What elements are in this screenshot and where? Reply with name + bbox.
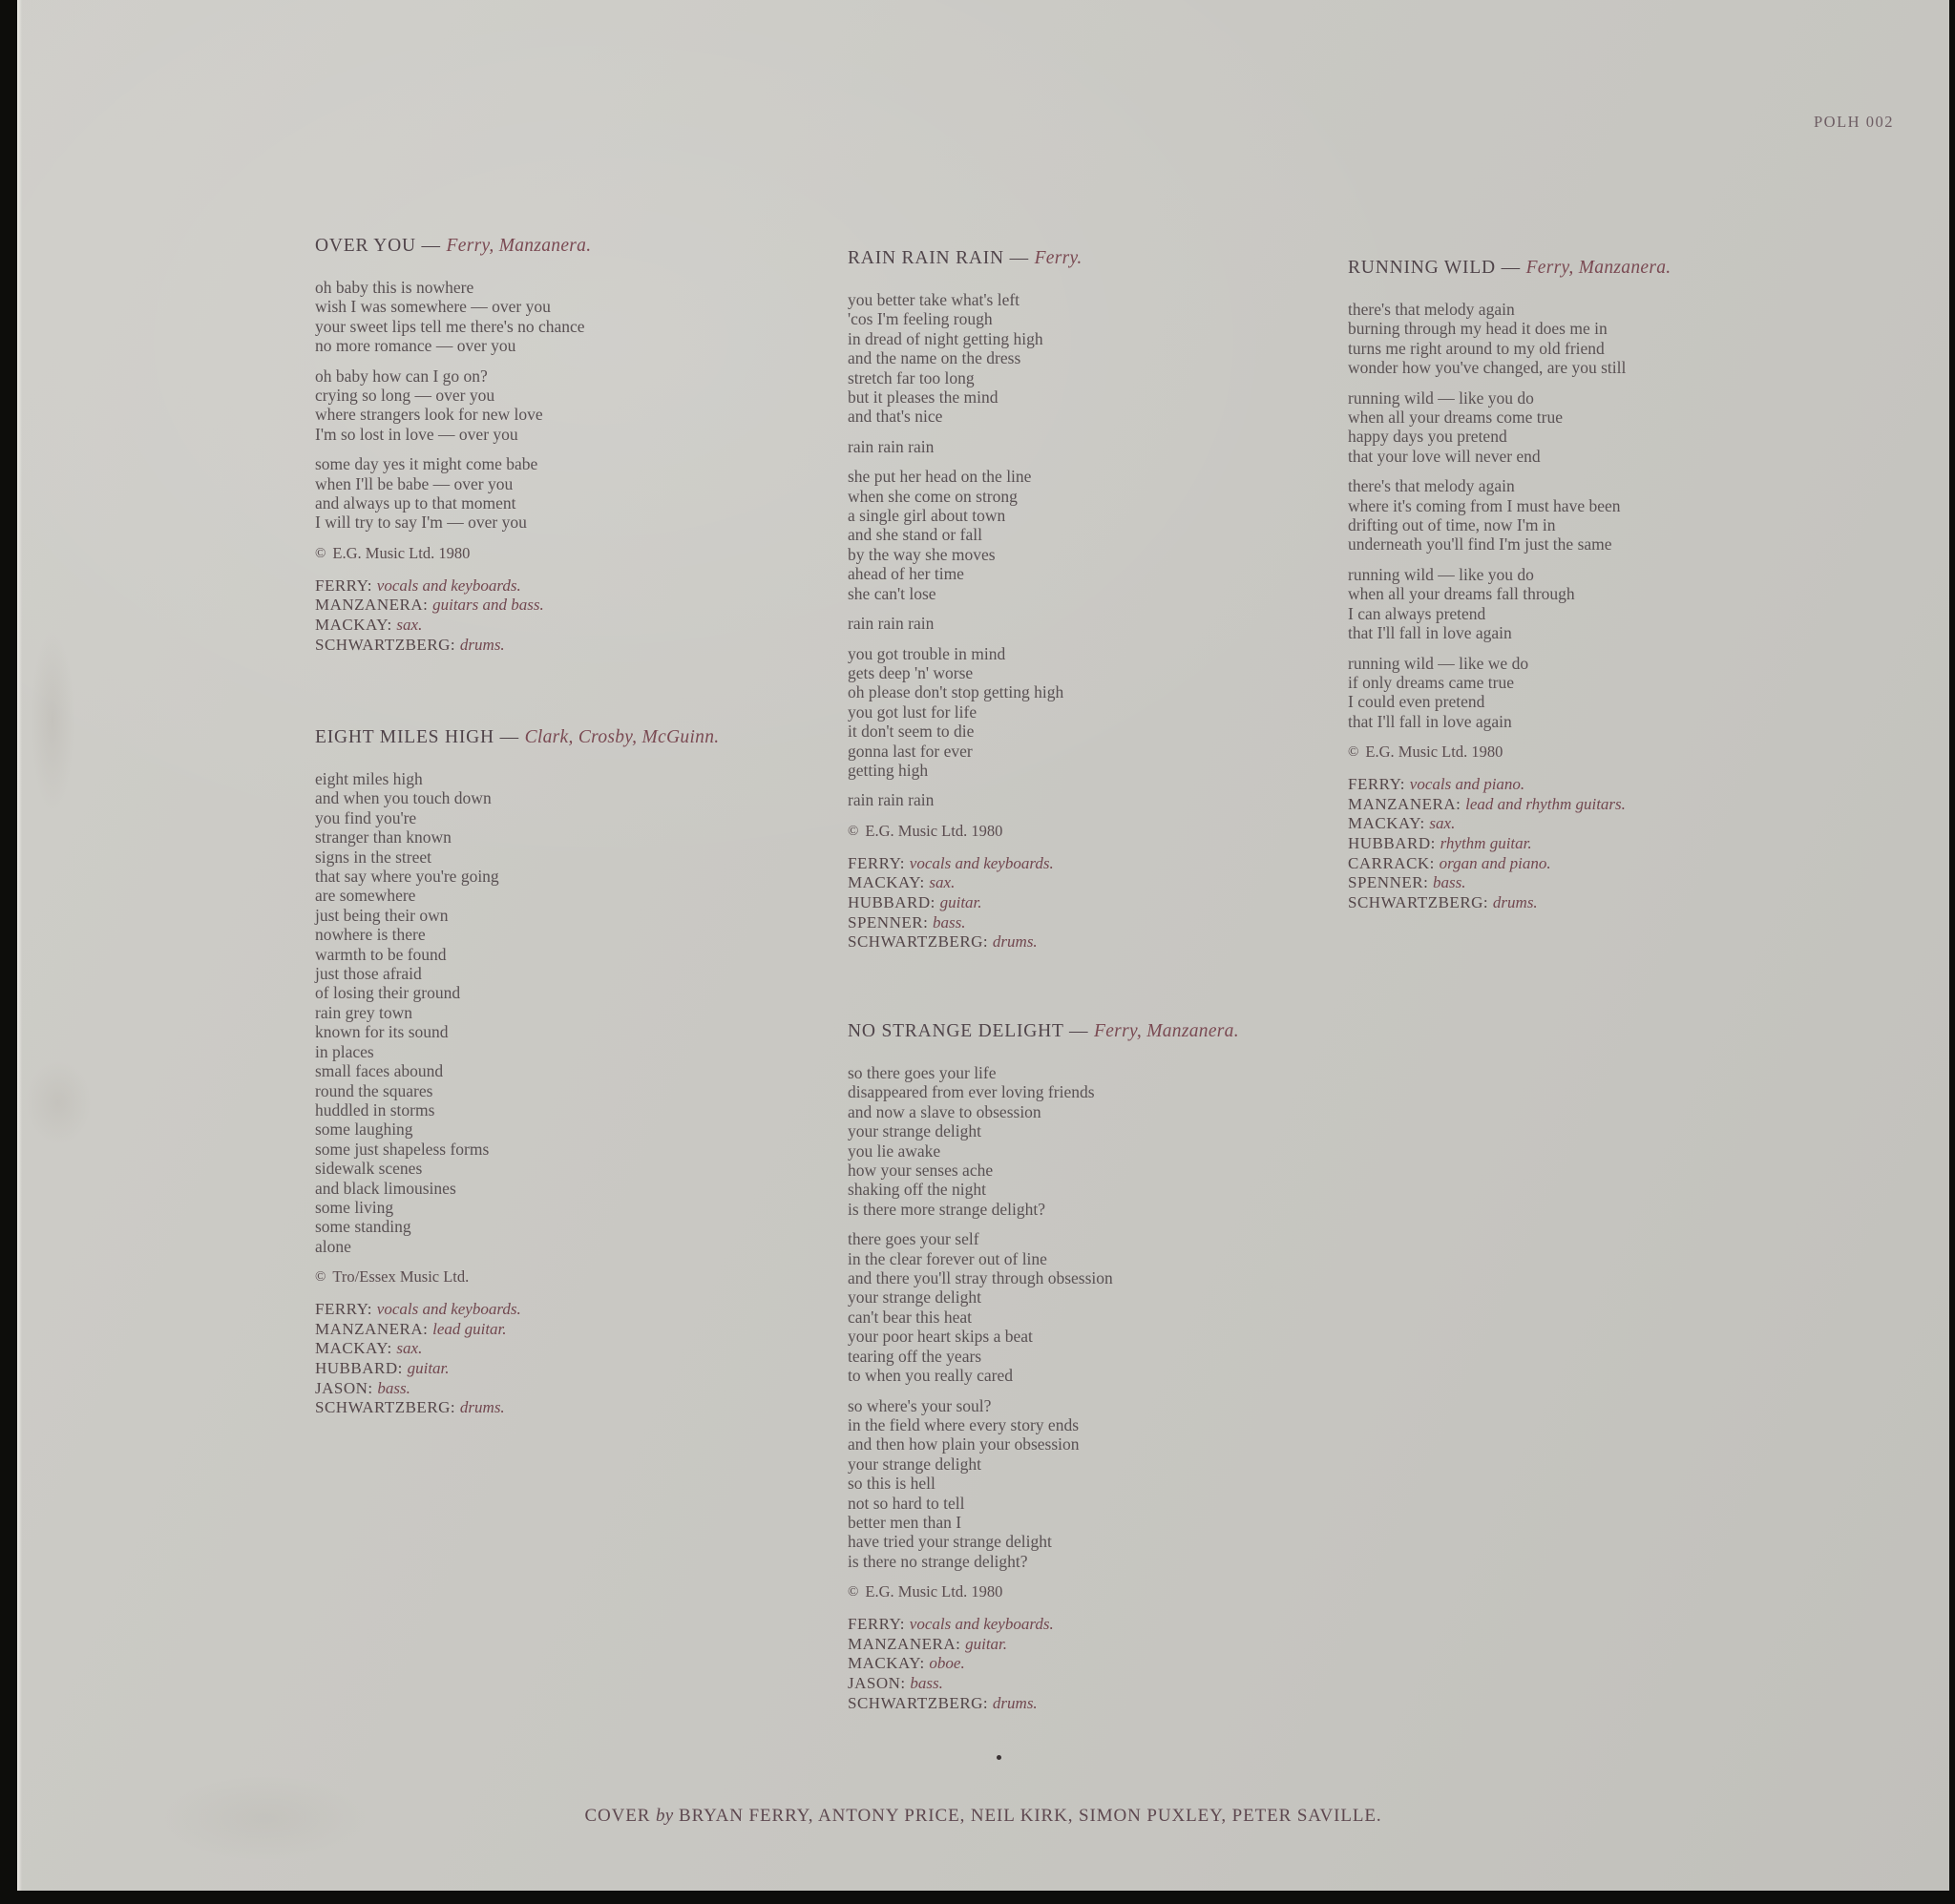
lyric-line: round the squares xyxy=(315,1080,433,1100)
song-title xyxy=(848,246,1354,271)
credit-line xyxy=(848,1615,1354,1635)
credit-role: sax. xyxy=(396,616,423,635)
credit-name: MACKAY: xyxy=(848,1654,930,1673)
lyric-line: and now a slave to obsession xyxy=(848,1101,1041,1121)
paper-smudge xyxy=(31,630,74,811)
lyric-line: when she come on strong xyxy=(848,486,1018,506)
lyric-stanza xyxy=(848,614,1354,633)
credit-name: MACKAY: xyxy=(315,616,397,635)
lyric-line: running wild — like you do xyxy=(1348,564,1534,584)
credit-line xyxy=(848,1654,1354,1674)
credit-role: sax. xyxy=(396,1339,423,1358)
credit-line xyxy=(315,1398,821,1418)
cover-credit-by: by xyxy=(656,1806,674,1826)
lyric-line: when all your dreams come true xyxy=(1348,408,1563,428)
credit-name: SCHWARTZBERG: xyxy=(315,1398,460,1417)
credit-line xyxy=(848,1674,1354,1694)
lyric-line: you lie awake xyxy=(848,1140,941,1161)
copyright-text: E.G. Music Ltd. 1980 xyxy=(865,1582,1003,1601)
lyric-stanza xyxy=(315,454,821,533)
copyright-icon: © xyxy=(848,1584,859,1601)
lyric-line: wonder how you've changed, are you still xyxy=(1348,358,1627,378)
lyric-line: shaking off the night xyxy=(848,1180,987,1200)
song-title-text: EIGHT MILES HIGH — xyxy=(315,727,525,747)
credits-list xyxy=(315,576,821,655)
credits-list xyxy=(1348,775,1854,912)
lyric-line: ahead of her time xyxy=(848,564,964,584)
lyric-line: I could even pretend xyxy=(1348,692,1485,712)
credit-name: SCHWARTZBERG: xyxy=(315,635,460,654)
lyric-stanza xyxy=(848,644,1354,781)
lyric-line: underneath you'll find I'm just the same xyxy=(1348,534,1612,554)
song-title xyxy=(315,234,821,259)
credit-role: guitar. xyxy=(407,1358,450,1377)
lyric-line: small faces abound xyxy=(315,1061,444,1081)
lyric-line: running wild — like you do xyxy=(1348,387,1534,408)
credit-line xyxy=(315,616,821,636)
lyric-line: tearing off the years xyxy=(848,1346,982,1366)
print-dot xyxy=(997,1755,1001,1760)
lyric-line: not so hard to tell xyxy=(848,1493,965,1513)
credit-role: vocals and keyboards. xyxy=(909,853,1054,872)
lyric-line: but it pleases the mind xyxy=(848,387,999,408)
lyric-line: that I'll fall in love again xyxy=(1348,623,1512,643)
lyric-line: you got trouble in mind xyxy=(848,643,1006,663)
lyric-stanza xyxy=(848,1229,1354,1385)
lyric-line: there's that melody again xyxy=(1348,300,1515,319)
lyric-line: that say where you're going xyxy=(315,867,499,887)
credit-line xyxy=(315,636,821,656)
lyric-line: that I'll fall in love again xyxy=(1348,711,1512,731)
lyric-line: some standing xyxy=(315,1217,411,1237)
credit-role: bass. xyxy=(377,1378,410,1397)
copyright-line xyxy=(1348,742,1854,762)
lyric-line: oh please don't stop getting high xyxy=(848,682,1064,702)
credit-role: organ and piano. xyxy=(1439,853,1551,872)
lyric-line: gonna last for ever xyxy=(848,741,973,761)
lyric-line: so where's your soul? xyxy=(848,1395,992,1415)
lyric-line: you got lust for life xyxy=(848,701,978,722)
credit-name: FERRY: xyxy=(1348,775,1410,794)
credit-name: MACKAY: xyxy=(315,1339,397,1358)
credit-line xyxy=(315,1300,821,1320)
lyric-line: it don't seem to die xyxy=(848,722,975,742)
song-section-no-strange-delight xyxy=(848,1019,1354,1713)
lyric-line: some laughing xyxy=(315,1119,413,1140)
credits-list xyxy=(848,854,1354,952)
lyric-line: of losing their ground xyxy=(315,983,461,1003)
lyric-line: happy days you pretend xyxy=(1348,427,1507,447)
lyric-line: rain grey town xyxy=(315,1002,413,1022)
cover-credit-label: COVER xyxy=(584,1806,651,1826)
lyric-line: where strangers look for new love xyxy=(315,405,543,425)
lyric-stanza xyxy=(315,366,821,445)
credits-list xyxy=(315,1300,821,1418)
lyric-line: and that's nice xyxy=(848,407,943,427)
lyric-line: nowhere is there xyxy=(315,925,426,945)
lyric-line: and she stand or fall xyxy=(848,525,982,545)
credit-line xyxy=(1348,854,1854,874)
lyric-line: by the way she moves xyxy=(848,544,996,564)
lyric-line: huddled in storms xyxy=(315,1099,435,1119)
lyric-stanza xyxy=(848,1063,1354,1219)
credit-line xyxy=(1348,834,1854,854)
lyric-line: so there goes your life xyxy=(848,1063,997,1082)
credit-role: vocals and keyboards. xyxy=(909,1615,1054,1634)
lyric-line: sidewalk scenes xyxy=(315,1159,423,1179)
lyric-line: signs in the street xyxy=(315,847,431,867)
lyric-line: you better take what's left xyxy=(848,290,1020,309)
copyright-text: Tro/Essex Music Ltd. xyxy=(332,1267,470,1287)
lyric-line: just those afraid xyxy=(315,964,422,984)
lyric-line: oh baby how can I go on? xyxy=(315,366,488,386)
lyric-line: she can't lose xyxy=(848,583,936,603)
lyric-line: and then how plain your obsession xyxy=(848,1434,1080,1454)
credit-line xyxy=(1348,775,1854,795)
credit-name: SPENNER: xyxy=(1348,873,1434,892)
lyric-stanza xyxy=(1348,654,1854,732)
copyright-icon: © xyxy=(315,545,326,561)
lyric-line: no more romance — over you xyxy=(315,336,516,356)
lyric-stanza xyxy=(315,769,821,1256)
lyric-line: alone xyxy=(315,1236,351,1256)
lyric-line: and always up to that moment xyxy=(315,493,516,513)
lyric-line: warmth to be found xyxy=(315,944,447,964)
lyric-line: in places xyxy=(315,1041,374,1061)
credit-role: drums. xyxy=(992,932,1038,952)
lyric-stanza xyxy=(1348,476,1854,554)
credit-line xyxy=(1348,893,1854,913)
lyric-line: is there more strange delight? xyxy=(848,1199,1046,1219)
lyric-line: drifting out of time, now I'm in xyxy=(1348,515,1556,535)
lyric-line: how your senses ache xyxy=(848,1161,994,1181)
lyric-line: some living xyxy=(315,1197,394,1217)
credit-line xyxy=(848,893,1354,913)
credit-role: bass. xyxy=(1433,873,1466,892)
credit-name: SCHWARTZBERG: xyxy=(848,1693,993,1712)
lyric-line: in the field where every story ends xyxy=(848,1414,1080,1434)
copyright-text: E.G. Music Ltd. 1980 xyxy=(332,543,471,562)
lyric-line: I'm so lost in love — over you xyxy=(315,424,518,444)
credit-role: drums. xyxy=(992,1693,1038,1712)
paper-smudge xyxy=(25,1059,92,1145)
credit-line xyxy=(315,596,821,616)
credit-name: CARRACK: xyxy=(1348,853,1440,872)
lyric-line: a single girl about town xyxy=(848,506,1006,526)
credit-name: FERRY: xyxy=(315,1300,377,1319)
song-title xyxy=(848,1019,1354,1044)
lyric-line: running wild — like we do xyxy=(1348,653,1529,673)
lyric-line: oh baby this is nowhere xyxy=(315,278,474,297)
credit-name: MACKAY: xyxy=(848,873,930,892)
lyric-line: rain rain rain xyxy=(848,436,935,456)
lyric-line: are somewhere xyxy=(315,886,416,906)
credit-line xyxy=(848,1635,1354,1655)
lyric-line: is there no strange delight? xyxy=(848,1551,1028,1571)
credit-role: vocals and keyboards. xyxy=(376,575,521,595)
lyric-line: just being their own xyxy=(315,905,449,925)
credit-role: drums. xyxy=(459,1398,505,1417)
lyric-line: rain rain rain xyxy=(848,790,935,810)
credit-name: MANZANERA: xyxy=(315,1319,433,1338)
song-title-text: RUNNING WILD — xyxy=(1348,258,1526,278)
credit-role: rhythm guitar. xyxy=(1440,833,1532,852)
credit-line xyxy=(848,873,1354,893)
lyric-line: some day yes it might come babe xyxy=(315,454,538,474)
lyric-stanza xyxy=(848,467,1354,603)
song-writers: Clark, Crosby, McGuinn. xyxy=(524,727,720,747)
credit-role: guitar. xyxy=(965,1634,1008,1653)
song-writers: Ferry, Manzanera. xyxy=(1094,1021,1239,1041)
copyright-text: E.G. Music Ltd. 1980 xyxy=(1365,743,1503,762)
song-section-eight-miles-high xyxy=(315,725,821,1418)
lyric-line: so this is hell xyxy=(848,1474,935,1494)
copyright-icon: © xyxy=(315,1269,326,1286)
lyric-line: turns me right around to my old friend xyxy=(1348,338,1605,358)
lyric-line: if only dreams came true xyxy=(1348,672,1514,692)
lyric-stanza xyxy=(1348,388,1854,467)
song-title-text: OVER YOU — xyxy=(315,236,447,256)
sleeve-edge-highlight xyxy=(17,0,22,1891)
credit-role: drums. xyxy=(459,635,505,654)
lyric-line: there's that melody again xyxy=(1348,476,1515,496)
lyric-line: in dread of night getting high xyxy=(848,328,1043,348)
credit-name: MANZANERA: xyxy=(315,596,433,615)
lyric-line: and there you'll stray through obsession xyxy=(848,1268,1113,1288)
song-writers: Ferry, Manzanera. xyxy=(446,236,592,256)
lyric-line: and the name on the dress xyxy=(848,348,1021,368)
lyric-line: your strange delight xyxy=(848,1121,981,1141)
song-section-over-you xyxy=(315,234,821,655)
lyric-line: stranger than known xyxy=(315,827,452,847)
lyric-line: wish I was somewhere — over you xyxy=(315,297,551,317)
credit-line xyxy=(315,1320,821,1340)
lyric-line: better men than I xyxy=(848,1512,962,1532)
lyric-line: some just shapeless forms xyxy=(315,1139,490,1159)
lyric-stanza xyxy=(848,790,1354,809)
credit-line xyxy=(848,1694,1354,1714)
credit-name: FERRY: xyxy=(315,575,377,595)
lyric-line: when I'll be babe — over you xyxy=(315,473,514,493)
credit-line xyxy=(315,1359,821,1379)
lyric-line: rain rain rain xyxy=(848,614,935,634)
credit-role: oboe. xyxy=(929,1654,965,1673)
credit-role: bass. xyxy=(933,912,966,931)
credit-name: SPENNER: xyxy=(848,912,934,931)
lyric-line: your sweet lips tell me there's no chance xyxy=(315,316,585,336)
credit-line xyxy=(315,576,821,596)
lyric-line: your poor heart skips a beat xyxy=(848,1327,1033,1347)
lyric-line: known for its sound xyxy=(315,1022,449,1042)
lyric-line: to when you really cared xyxy=(848,1366,1013,1386)
credit-role: vocals and keyboards. xyxy=(376,1300,521,1319)
credit-role: vocals and piano. xyxy=(1409,775,1525,794)
cover-credit-names: BRYAN FERRY, ANTONY PRICE, NEIL KIRK, SIMON PUXLEY, PETER SAVILLE. xyxy=(679,1806,1382,1826)
credit-name: MANZANERA: xyxy=(848,1634,966,1653)
cover-credit-line xyxy=(17,1806,1949,1827)
copyright-line xyxy=(848,821,1354,841)
lyric-line: 'cos I'm feeling rough xyxy=(848,309,993,329)
lyric-line: she put her head on the line xyxy=(848,467,1032,487)
copyright-text: E.G. Music Ltd. 1980 xyxy=(865,821,1003,840)
credit-role: sax. xyxy=(929,873,956,892)
credit-line xyxy=(1348,795,1854,815)
credit-role: lead and rhythm guitars. xyxy=(1465,794,1626,813)
credit-name: SCHWARTZBERG: xyxy=(848,932,993,952)
credit-line xyxy=(315,1379,821,1399)
lyric-line: crying so long — over you xyxy=(315,386,495,406)
credit-line xyxy=(1348,873,1854,893)
lyric-line: and when you touch down xyxy=(315,788,492,808)
lyric-stanza xyxy=(1348,565,1854,643)
copyright-icon: © xyxy=(1348,744,1359,761)
lyric-line: your strange delight xyxy=(848,1287,981,1308)
credit-line xyxy=(315,1339,821,1359)
lyric-line: stretch far too long xyxy=(848,367,975,387)
lyric-stanza xyxy=(848,290,1354,427)
lyric-line: I can always pretend xyxy=(1348,603,1486,623)
copyright-icon: © xyxy=(848,823,859,839)
credit-line xyxy=(848,854,1354,874)
lyric-stanza xyxy=(848,437,1354,456)
credit-role: lead guitar. xyxy=(432,1319,507,1338)
lyric-line: I will try to say I'm — over you xyxy=(315,513,527,533)
lyric-line: there goes your self xyxy=(848,1229,979,1249)
credit-line xyxy=(848,913,1354,933)
lyric-line: and black limousines xyxy=(315,1178,456,1198)
credit-name: MACKAY: xyxy=(1348,814,1430,833)
album-sleeve xyxy=(17,0,1949,1891)
credit-name: FERRY: xyxy=(848,1615,910,1634)
lyric-line: where it's coming from I must have been xyxy=(1348,495,1621,515)
song-section-running-wild xyxy=(1348,256,1854,912)
credit-role: bass. xyxy=(910,1673,943,1692)
song-title-text: NO STRANGE DELIGHT — xyxy=(848,1021,1095,1041)
credit-name: JASON: xyxy=(848,1673,911,1692)
credit-name: SCHWARTZBERG: xyxy=(1348,892,1493,911)
song-title-text: RAIN RAIN RAIN — xyxy=(848,248,1035,268)
credit-role: drums. xyxy=(1492,892,1538,911)
copyright-line xyxy=(315,543,821,563)
lyric-line: disappeared from ever loving friends xyxy=(848,1082,1095,1102)
lyric-line: eight miles high xyxy=(315,769,423,788)
credit-role: sax. xyxy=(1429,814,1456,833)
lyric-line: gets deep 'n' worse xyxy=(848,662,974,682)
lyric-line: your strange delight xyxy=(848,1454,981,1474)
lyric-stanza xyxy=(848,1396,1354,1572)
song-title xyxy=(315,725,821,750)
lyric-line: have tried your strange delight xyxy=(848,1532,1052,1552)
lyric-line: getting high xyxy=(848,760,929,780)
catalog-number: POLH 002 xyxy=(1814,113,1894,131)
credit-line xyxy=(1348,814,1854,834)
lyric-stanza xyxy=(1348,300,1854,378)
lyric-stanza xyxy=(315,278,821,356)
lyric-line: when all your dreams fall through xyxy=(1348,584,1575,604)
song-section-rain-rain-rain xyxy=(848,246,1354,952)
song-title xyxy=(1348,256,1854,281)
credits-list xyxy=(848,1615,1354,1713)
lyric-line: you find you're xyxy=(315,807,417,827)
credit-name: HUBBARD: xyxy=(848,892,940,911)
credit-role: guitar. xyxy=(939,892,982,911)
credit-name: HUBBARD: xyxy=(315,1358,408,1377)
credit-name: MANZANERA: xyxy=(1348,794,1466,813)
copyright-line xyxy=(848,1581,1354,1601)
credit-line xyxy=(848,932,1354,952)
lyric-line: burning through my head it does me in xyxy=(1348,319,1608,339)
lyric-line: in the clear forever out of line xyxy=(848,1248,1047,1268)
lyric-line: that your love will never end xyxy=(1348,446,1541,466)
copyright-line xyxy=(315,1266,821,1287)
credit-name: FERRY: xyxy=(848,853,910,872)
credit-role: guitars and bass. xyxy=(432,596,544,615)
credit-name: HUBBARD: xyxy=(1348,833,1440,852)
credit-name: JASON: xyxy=(315,1378,378,1397)
song-writers: Ferry, Manzanera. xyxy=(1525,258,1671,278)
song-writers: Ferry. xyxy=(1034,248,1083,268)
lyric-line: can't bear this heat xyxy=(848,1307,972,1327)
